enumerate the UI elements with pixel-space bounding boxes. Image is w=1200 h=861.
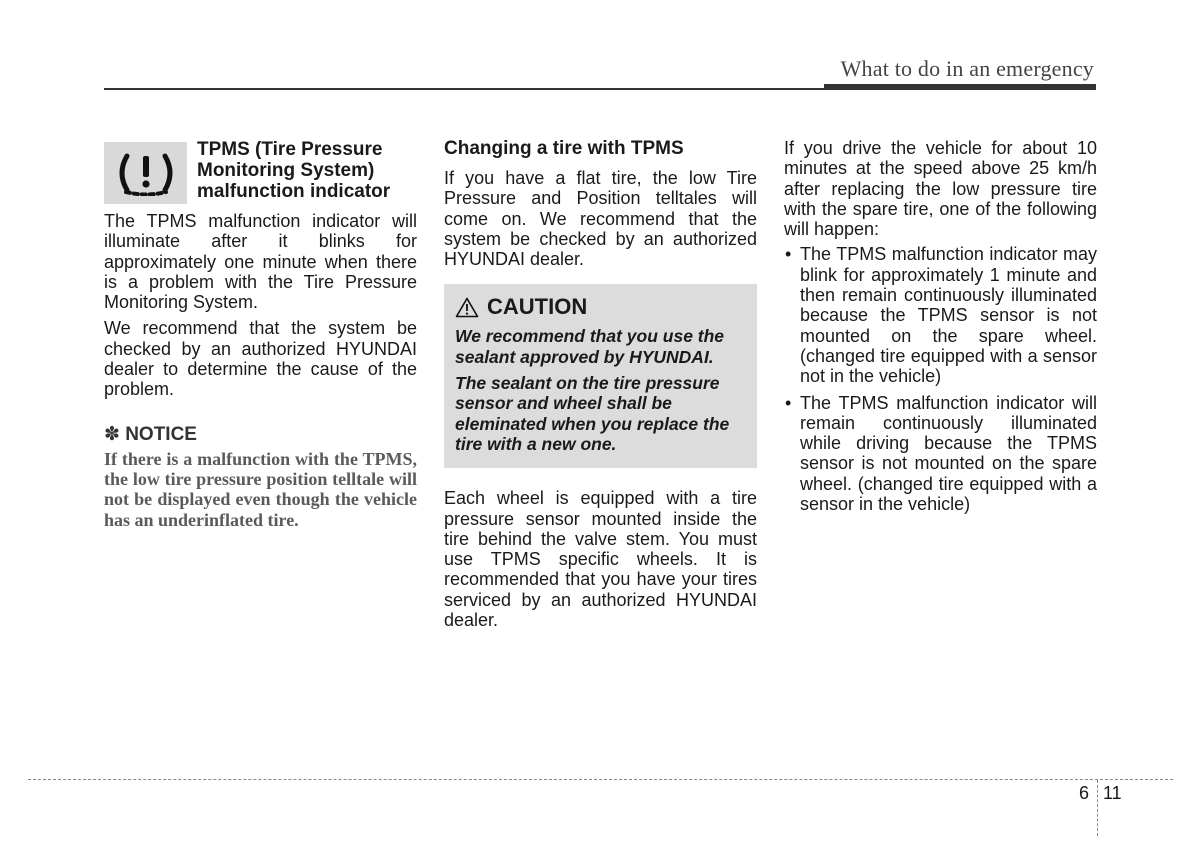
tpms-title: TPMS (Tire Pressure Monitoring System) malfunction indicator [197,139,391,202]
section-title: What to do in an emergency [840,56,1094,81]
column-middle [444,138,757,630]
tpms-para-1: The TPMS malfunction indicator will illuminate after it blinks for approximately one minute when there is a problem with the Tire Pressure Monitoring System. [104,211,417,313]
chapter-number: 6 [1079,783,1090,803]
changing-tire-heading: Changing a tire with TPMS [444,138,684,159]
footer-rule [28,779,1173,780]
tpms-para-2: We recommend that the system be checked by an authorized HYUNDAI dealer to determine the cause of the problem. [104,318,417,400]
column-right [784,138,1097,514]
caution-heading [455,294,747,320]
caution-title: CAUTION [487,294,588,320]
caution-box [444,284,757,468]
page-number: 11 [1103,783,1122,803]
spare-tire-bullets [784,244,1097,514]
caution-text-2: The sealant on the tire pressure sensor and wheel shall be eleminated when you replace the tire with a new one. [455,373,730,454]
footer-divider [1097,780,1098,836]
list-item: • The TPMS malfunction indicator will remain continuously illuminated while driving because the TPMS sensor is not mounted on the spare wheel. (changed tire equipped with a sensor in the vehicle) [785,392,1097,515]
list-item: • The TPMS malfunction indicator may blink for approximately 1 minute and then remain continuously illuminated because the TPMS sensor is not mounted on the spare wheel. (changed tire equipped with a sensor not in the vehicle) [785,244,1097,387]
warning-triangle-icon [455,297,479,318]
tpms-heading-block [104,138,417,204]
spare-tire-intro: If you drive the vehicle for about 10 minutes at the speed above 25 km/h after replacing the low pressure tire with the spare tire, one of the following will happen: [784,138,1097,240]
changing-tire-para-2: Each wheel is equipped with a tire pressure sensor mounted inside the tire behind the valve stem. You must use TPMS specific wheels. It is recommended that you have your tires serviced by an authorized HYUNDAI dealer. [444,488,757,631]
tpms-malfunction-icon [104,142,187,204]
column-left [104,138,417,530]
notice-body: If there is a malfunction with the TPMS, the low tire pressure position telltale will not be displayed even though the vehicle has an underinflated tire. [104,448,417,530]
header-rule-accent [824,84,1096,90]
caution-text-1: We recommend that you use the sealant approved by HYUNDAI. [455,326,725,367]
changing-tire-para-1: If you have a flat tire, the low Tire Pressure and Position telltales will come on. We recommend that the system be checked by an authorized HYUNDAI dealer. [444,168,757,270]
notice-title: ✽ NOTICE [104,423,197,445]
